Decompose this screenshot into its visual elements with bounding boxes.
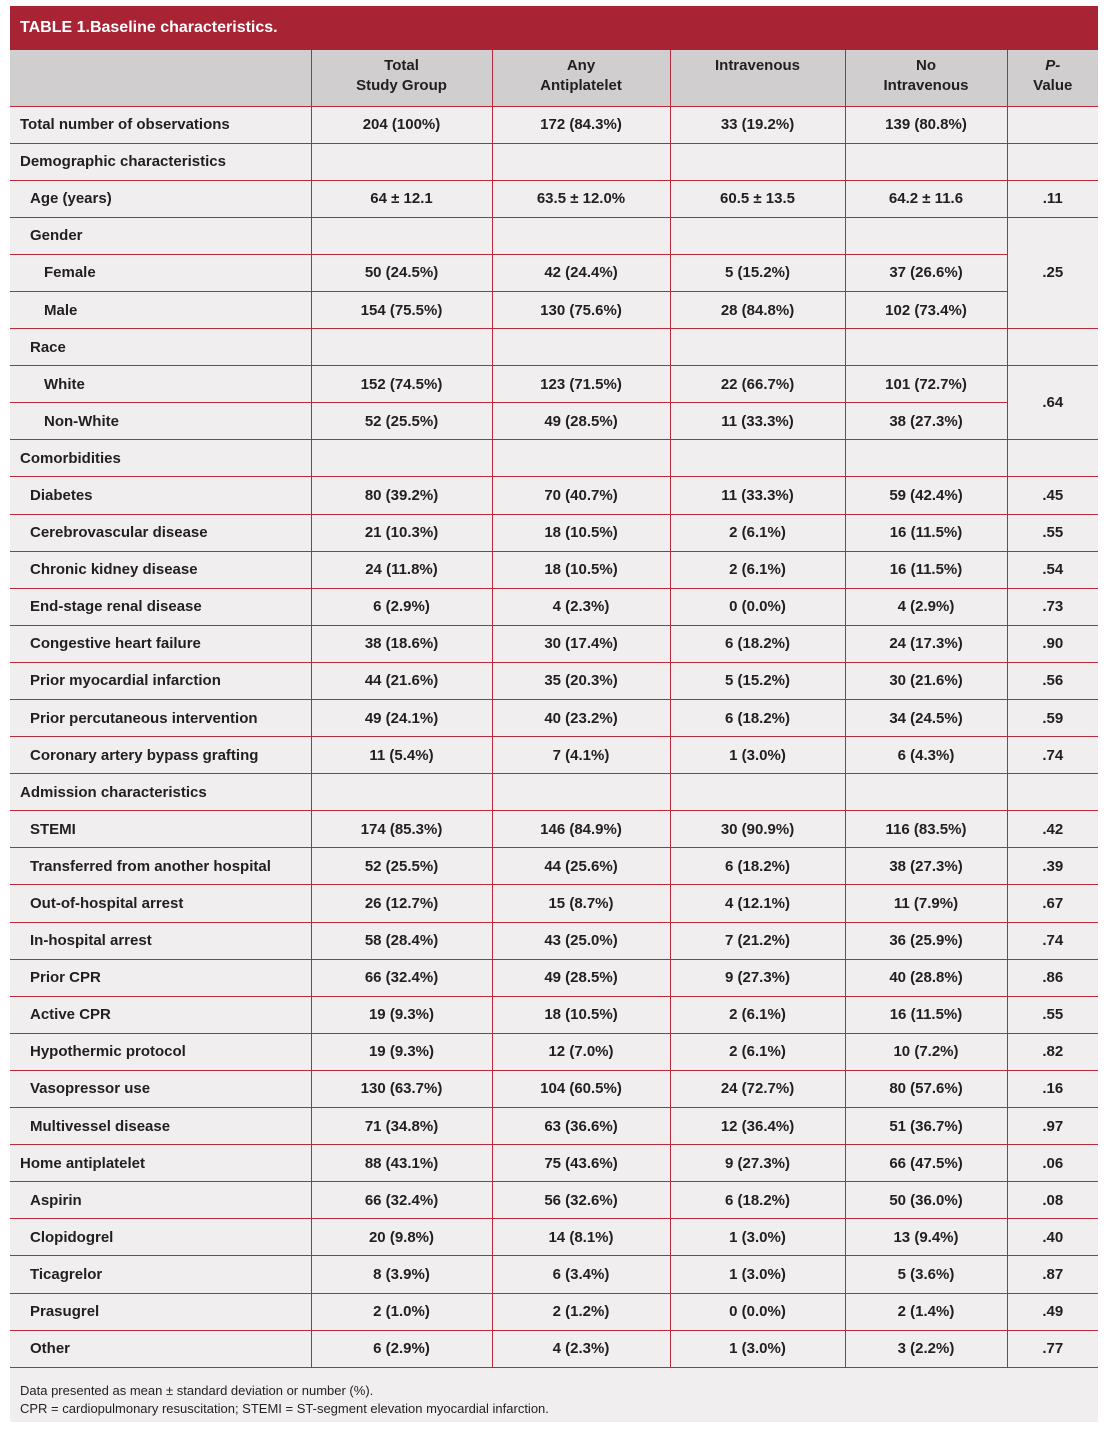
- table-row: [10, 514, 1098, 551]
- cell-any-antiplatelet: [492, 329, 670, 366]
- table-row: [10, 811, 1098, 848]
- cell-intravenous: 9 (27.3%): [670, 1145, 845, 1182]
- cell-p-value: .86: [1007, 959, 1098, 996]
- cell-p-value: .08: [1007, 1182, 1098, 1219]
- row-label: Prior myocardial infarction: [10, 662, 311, 699]
- cell-total: 19 (9.3%): [311, 996, 492, 1033]
- header-cell-any-antiplatelet: [492, 50, 670, 106]
- cell-no-intravenous: 51 (36.7%): [845, 1108, 1007, 1145]
- cell-no-intravenous: 34 (24.5%): [845, 700, 1007, 737]
- row-label: Hypothermic protocol: [10, 1033, 311, 1070]
- row-label: Cerebrovascular disease: [10, 514, 311, 551]
- cell-total: 8 (3.9%): [311, 1256, 492, 1293]
- cell-no-intravenous: 6 (4.3%): [845, 737, 1007, 774]
- table-row: [10, 1070, 1098, 1107]
- table-row: [10, 254, 1098, 291]
- cell-intravenous: 6 (18.2%): [670, 1182, 845, 1219]
- table-row: [10, 662, 1098, 699]
- cell-no-intravenous: 36 (25.9%): [845, 922, 1007, 959]
- cell-p-value: [1007, 143, 1098, 180]
- table-caption-banner: [10, 6, 1098, 50]
- row-label: End-stage renal disease: [10, 588, 311, 625]
- row-label: Other: [10, 1330, 311, 1367]
- cell-any-antiplatelet: 18 (10.5%): [492, 551, 670, 588]
- cell-p-value: .42: [1007, 811, 1098, 848]
- cell-no-intravenous: 59 (42.4%): [845, 477, 1007, 514]
- cell-intravenous: 22 (66.7%): [670, 366, 845, 403]
- cell-no-intravenous: 102 (73.4%): [845, 291, 1007, 328]
- cell-intravenous: 2 (6.1%): [670, 996, 845, 1033]
- cell-total: [311, 217, 492, 254]
- table-row: [10, 1293, 1098, 1330]
- row-label: Home antiplatelet: [10, 1145, 311, 1182]
- cell-intravenous: 2 (6.1%): [670, 1033, 845, 1070]
- cell-any-antiplatelet: 18 (10.5%): [492, 514, 670, 551]
- cell-total: 58 (28.4%): [311, 922, 492, 959]
- cell-intravenous: 28 (84.8%): [670, 291, 845, 328]
- cell-intravenous: 0 (0.0%): [670, 1293, 845, 1330]
- row-label: Age (years): [10, 180, 311, 217]
- header-cell-label: [10, 50, 311, 106]
- cell-total: 154 (75.5%): [311, 291, 492, 328]
- cell-no-intravenous: 38 (27.3%): [845, 403, 1007, 440]
- cell-no-intravenous: 66 (47.5%): [845, 1145, 1007, 1182]
- row-label: Active CPR: [10, 996, 311, 1033]
- cell-intravenous: 2 (6.1%): [670, 551, 845, 588]
- table-row: [10, 366, 1098, 403]
- row-label: Race: [10, 329, 311, 366]
- cell-no-intravenous: 16 (11.5%): [845, 551, 1007, 588]
- table-row: [10, 774, 1098, 811]
- cell-any-antiplatelet: 40 (23.2%): [492, 700, 670, 737]
- cell-no-intravenous: 64.2 ± 11.6: [845, 180, 1007, 217]
- cell-no-intravenous: 4 (2.9%): [845, 588, 1007, 625]
- header-text: No: [916, 57, 936, 74]
- cell-p-value: [1007, 106, 1098, 143]
- cell-any-antiplatelet: 12 (7.0%): [492, 1033, 670, 1070]
- header-text: Any: [566, 57, 596, 74]
- cell-total: 38 (18.6%): [311, 625, 492, 662]
- cell-total: 66 (32.4%): [311, 959, 492, 996]
- row-label: Aspirin: [10, 1182, 311, 1219]
- table-row: [10, 403, 1098, 440]
- table-row: [10, 1256, 1098, 1293]
- row-label: Admission characteristics: [10, 774, 311, 811]
- cell-intravenous: 24 (72.7%): [670, 1070, 845, 1107]
- row-label: Demographic characteristics: [10, 143, 311, 180]
- cell-any-antiplatelet: 4 (2.3%): [492, 1330, 670, 1367]
- cell-any-antiplatelet: 49 (28.5%): [492, 403, 670, 440]
- header-text: Intravenous: [883, 77, 969, 94]
- cell-any-antiplatelet: 30 (17.4%): [492, 625, 670, 662]
- table-row: [10, 922, 1098, 959]
- cell-total: 80 (39.2%): [311, 477, 492, 514]
- table-row: [10, 625, 1098, 662]
- cell-total: 6 (2.9%): [311, 588, 492, 625]
- table-row: [10, 551, 1098, 588]
- cell-p-value: .49: [1007, 1293, 1098, 1330]
- cell-p-value: .74: [1007, 922, 1098, 959]
- header-text: Total: [384, 57, 419, 74]
- table-row: [10, 440, 1098, 477]
- row-label: Congestive heart failure: [10, 625, 311, 662]
- table-frame: [10, 6, 1098, 1422]
- row-label: Female: [10, 254, 311, 291]
- cell-no-intravenous: 50 (36.0%): [845, 1182, 1007, 1219]
- row-label: White: [10, 366, 311, 403]
- cell-no-intravenous: [845, 440, 1007, 477]
- cell-intravenous: 11 (33.3%): [670, 403, 845, 440]
- cell-intravenous: 0 (0.0%): [670, 588, 845, 625]
- row-label: Comorbidities: [10, 440, 311, 477]
- table-row: [10, 329, 1098, 366]
- cell-intravenous: 6 (18.2%): [670, 700, 845, 737]
- row-label: Prior percutaneous intervention: [10, 700, 311, 737]
- row-label: Coronary artery bypass grafting: [10, 737, 311, 774]
- row-label: STEMI: [10, 811, 311, 848]
- table-row: [10, 700, 1098, 737]
- cell-intravenous: 7 (21.2%): [670, 922, 845, 959]
- table-caption-prefix: TABLE 1.: [20, 19, 90, 36]
- cell-no-intravenous: 13 (9.4%): [845, 1219, 1007, 1256]
- cell-p-value: .11: [1007, 180, 1098, 217]
- cell-intravenous: 12 (36.4%): [670, 1108, 845, 1145]
- cell-no-intravenous: 11 (7.9%): [845, 885, 1007, 922]
- cell-total: 11 (5.4%): [311, 737, 492, 774]
- table-row: [10, 588, 1098, 625]
- cell-intravenous: [670, 143, 845, 180]
- cell-intravenous: 2 (6.1%): [670, 514, 845, 551]
- table-row: [10, 291, 1098, 328]
- cell-any-antiplatelet: 18 (10.5%): [492, 996, 670, 1033]
- cell-intravenous: 5 (15.2%): [670, 254, 845, 291]
- baseline-characteristics-table: [10, 50, 1098, 1368]
- cell-no-intravenous: 16 (11.5%): [845, 514, 1007, 551]
- table-row: [10, 180, 1098, 217]
- cell-p-value: [1007, 774, 1098, 811]
- cell-any-antiplatelet: [492, 143, 670, 180]
- table-row: [10, 477, 1098, 514]
- cell-p-value: .54: [1007, 551, 1098, 588]
- header-cell-intravenous: [670, 50, 845, 106]
- header-text: Value: [1033, 77, 1073, 94]
- cell-intravenous: 6 (18.2%): [670, 625, 845, 662]
- cell-no-intravenous: 38 (27.3%): [845, 848, 1007, 885]
- cell-total: 50 (24.5%): [311, 254, 492, 291]
- cell-intravenous: [670, 440, 845, 477]
- cell-total: 21 (10.3%): [311, 514, 492, 551]
- cell-total: 2 (1.0%): [311, 1293, 492, 1330]
- header-text: P-: [1045, 57, 1061, 74]
- row-label: Diabetes: [10, 477, 311, 514]
- row-label: Male: [10, 291, 311, 328]
- table-caption-text: Baseline characteristics.: [89, 19, 278, 36]
- table-row: [10, 1108, 1098, 1145]
- cell-no-intravenous: 30 (21.6%): [845, 662, 1007, 699]
- cell-total: 44 (21.6%): [311, 662, 492, 699]
- cell-no-intravenous: 2 (1.4%): [845, 1293, 1007, 1330]
- cell-intravenous: 1 (3.0%): [670, 1219, 845, 1256]
- cell-no-intravenous: [845, 143, 1007, 180]
- cell-any-antiplatelet: 56 (32.6%): [492, 1182, 670, 1219]
- cell-p-value: .45: [1007, 477, 1098, 514]
- cell-any-antiplatelet: 75 (43.6%): [492, 1145, 670, 1182]
- cell-intravenous: 33 (19.2%): [670, 106, 845, 143]
- table-row: [10, 1033, 1098, 1070]
- cell-intravenous: [670, 329, 845, 366]
- footnote-line: CPR = cardiopulmonary resuscitation; STEMI = ST-segment elevation myocardial infarction.: [20, 1401, 549, 1416]
- row-label: In-hospital arrest: [10, 922, 311, 959]
- cell-intravenous: 6 (18.2%): [670, 848, 845, 885]
- cell-any-antiplatelet: 4 (2.3%): [492, 588, 670, 625]
- cell-p-value: .90: [1007, 625, 1098, 662]
- cell-any-antiplatelet: 146 (84.9%): [492, 811, 670, 848]
- cell-any-antiplatelet: 7 (4.1%): [492, 737, 670, 774]
- cell-p-value: .59: [1007, 700, 1098, 737]
- cell-total: [311, 329, 492, 366]
- cell-total: 49 (24.1%): [311, 700, 492, 737]
- cell-intravenous: 5 (15.2%): [670, 662, 845, 699]
- cell-p-value: .97: [1007, 1108, 1098, 1145]
- cell-p-value: .67: [1007, 885, 1098, 922]
- cell-total: [311, 440, 492, 477]
- cell-total: 174 (85.3%): [311, 811, 492, 848]
- row-label: Multivessel disease: [10, 1108, 311, 1145]
- cell-any-antiplatelet: [492, 217, 670, 254]
- row-label: Out-of-hospital arrest: [10, 885, 311, 922]
- cell-p-value: .55: [1007, 996, 1098, 1033]
- header-text: Antiplatelet: [540, 77, 622, 94]
- row-label: Prasugrel: [10, 1293, 311, 1330]
- cell-intravenous: 1 (3.0%): [670, 1256, 845, 1293]
- header-text: Intravenous: [714, 57, 801, 74]
- cell-p-value: .06: [1007, 1145, 1098, 1182]
- cell-no-intravenous: 116 (83.5%): [845, 811, 1007, 848]
- cell-any-antiplatelet: 43 (25.0%): [492, 922, 670, 959]
- cell-intravenous: 1 (3.0%): [670, 737, 845, 774]
- cell-total: 52 (25.5%): [311, 848, 492, 885]
- cell-total: 71 (34.8%): [311, 1108, 492, 1145]
- cell-intravenous: 9 (27.3%): [670, 959, 845, 996]
- cell-any-antiplatelet: 15 (8.7%): [492, 885, 670, 922]
- cell-no-intravenous: [845, 217, 1007, 254]
- cell-any-antiplatelet: [492, 440, 670, 477]
- cell-p-value: .73: [1007, 588, 1098, 625]
- cell-any-antiplatelet: 63 (36.6%): [492, 1108, 670, 1145]
- cell-total: 66 (32.4%): [311, 1182, 492, 1219]
- cell-any-antiplatelet: 63.5 ± 12.0%: [492, 180, 670, 217]
- cell-total: 26 (12.7%): [311, 885, 492, 922]
- cell-total: 52 (25.5%): [311, 403, 492, 440]
- cell-no-intravenous: 10 (7.2%): [845, 1033, 1007, 1070]
- cell-any-antiplatelet: 2 (1.2%): [492, 1293, 670, 1330]
- cell-p-value: .55: [1007, 514, 1098, 551]
- header-cell-no-intravenous: [845, 50, 1007, 106]
- header-text: Study Group: [356, 77, 447, 94]
- table-row: [10, 737, 1098, 774]
- cell-p-value: .82: [1007, 1033, 1098, 1070]
- header-cell-total: [311, 50, 492, 106]
- cell-intravenous: [670, 774, 845, 811]
- row-label: Vasopressor use: [10, 1070, 311, 1107]
- cell-total: 19 (9.3%): [311, 1033, 492, 1070]
- cell-p-value: .64: [1007, 366, 1098, 440]
- table-row: [10, 143, 1098, 180]
- cell-p-value: [1007, 329, 1098, 366]
- cell-total: 88 (43.1%): [311, 1145, 492, 1182]
- cell-total: 152 (74.5%): [311, 366, 492, 403]
- table-row: [10, 848, 1098, 885]
- cell-no-intravenous: [845, 329, 1007, 366]
- cell-p-value: .87: [1007, 1256, 1098, 1293]
- table-footnotes: [20, 1382, 549, 1418]
- cell-total: 204 (100%): [311, 106, 492, 143]
- table-row: [10, 106, 1098, 143]
- cell-no-intravenous: 5 (3.6%): [845, 1256, 1007, 1293]
- cell-no-intravenous: 139 (80.8%): [845, 106, 1007, 143]
- row-label: Total number of observations: [10, 106, 311, 143]
- cell-any-antiplatelet: 42 (24.4%): [492, 254, 670, 291]
- cell-total: 20 (9.8%): [311, 1219, 492, 1256]
- cell-no-intravenous: 16 (11.5%): [845, 996, 1007, 1033]
- cell-total: [311, 774, 492, 811]
- cell-no-intravenous: 80 (57.6%): [845, 1070, 1007, 1107]
- footnote-line: Data presented as mean ± standard deviation or number (%).: [20, 1383, 374, 1398]
- cell-total: 6 (2.9%): [311, 1330, 492, 1367]
- row-label: Transferred from another hospital: [10, 848, 311, 885]
- cell-total: 64 ± 12.1: [311, 180, 492, 217]
- cell-p-value: .74: [1007, 737, 1098, 774]
- table-row: [10, 1219, 1098, 1256]
- header-cell-p-value: [1007, 50, 1098, 106]
- cell-no-intravenous: [845, 774, 1007, 811]
- row-label: Chronic kidney disease: [10, 551, 311, 588]
- cell-any-antiplatelet: 6 (3.4%): [492, 1256, 670, 1293]
- row-label: Prior CPR: [10, 959, 311, 996]
- cell-any-antiplatelet: 123 (71.5%): [492, 366, 670, 403]
- table-row: [10, 1145, 1098, 1182]
- table-row: [10, 885, 1098, 922]
- cell-total: [311, 143, 492, 180]
- cell-any-antiplatelet: 49 (28.5%): [492, 959, 670, 996]
- table-row: [10, 996, 1098, 1033]
- cell-total: 24 (11.8%): [311, 551, 492, 588]
- cell-no-intravenous: 37 (26.6%): [845, 254, 1007, 291]
- cell-intravenous: 11 (33.3%): [670, 477, 845, 514]
- cell-p-value: .77: [1007, 1330, 1098, 1367]
- cell-intravenous: [670, 217, 845, 254]
- cell-p-value: .16: [1007, 1070, 1098, 1107]
- cell-total: 130 (63.7%): [311, 1070, 492, 1107]
- cell-p-value: .39: [1007, 848, 1098, 885]
- cell-no-intravenous: 24 (17.3%): [845, 625, 1007, 662]
- cell-intravenous: 1 (3.0%): [670, 1330, 845, 1367]
- row-label: Clopidogrel: [10, 1219, 311, 1256]
- cell-any-antiplatelet: [492, 774, 670, 811]
- cell-any-antiplatelet: 70 (40.7%): [492, 477, 670, 514]
- cell-any-antiplatelet: 172 (84.3%): [492, 106, 670, 143]
- cell-p-value: .25: [1007, 217, 1098, 328]
- cell-p-value: .40: [1007, 1219, 1098, 1256]
- cell-intravenous: 30 (90.9%): [670, 811, 845, 848]
- table-header-row: [10, 50, 1098, 106]
- table-body: [10, 106, 1098, 1367]
- table-row: [10, 1182, 1098, 1219]
- cell-intravenous: 60.5 ± 13.5: [670, 180, 845, 217]
- table-row: [10, 959, 1098, 996]
- row-label: Gender: [10, 217, 311, 254]
- cell-p-value: [1007, 440, 1098, 477]
- cell-any-antiplatelet: 104 (60.5%): [492, 1070, 670, 1107]
- cell-p-value: .56: [1007, 662, 1098, 699]
- table-row: [10, 217, 1098, 254]
- table-row: [10, 1330, 1098, 1367]
- cell-any-antiplatelet: 130 (75.6%): [492, 291, 670, 328]
- cell-intravenous: 4 (12.1%): [670, 885, 845, 922]
- cell-no-intravenous: 40 (28.8%): [845, 959, 1007, 996]
- cell-any-antiplatelet: 44 (25.6%): [492, 848, 670, 885]
- row-label: Non-White: [10, 403, 311, 440]
- cell-any-antiplatelet: 35 (20.3%): [492, 662, 670, 699]
- cell-any-antiplatelet: 14 (8.1%): [492, 1219, 670, 1256]
- row-label: Ticagrelor: [10, 1256, 311, 1293]
- cell-no-intravenous: 3 (2.2%): [845, 1330, 1007, 1367]
- cell-no-intravenous: 101 (72.7%): [845, 366, 1007, 403]
